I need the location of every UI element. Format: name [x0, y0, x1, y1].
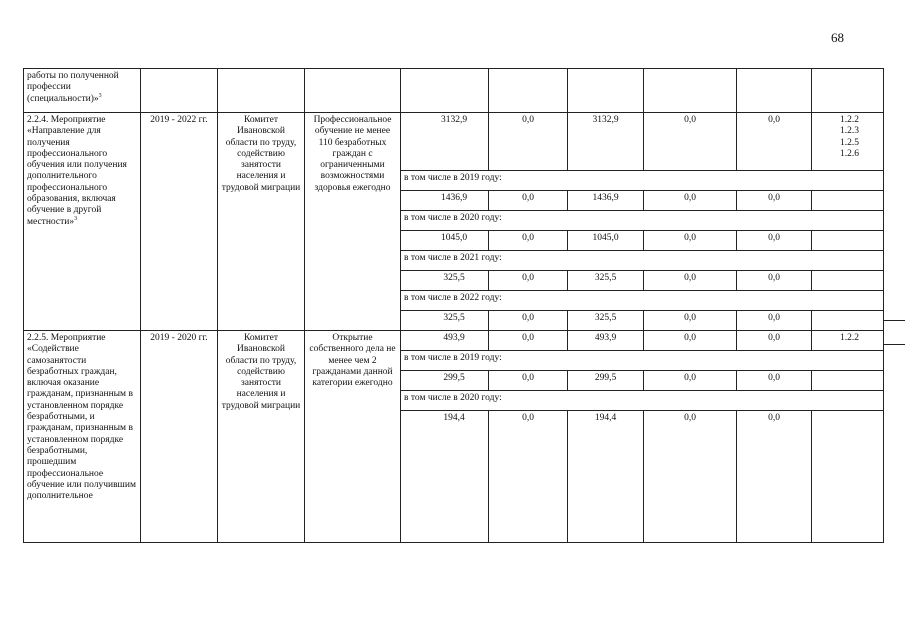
result-cell: Открытие собственного дела не менее чем 2 гражданами данной категории ежегодно — [305, 331, 401, 543]
table-row: 2.2.5. Мероприятие «Содействие самозанятости безработных граждан, включая оказание гражданам, признанным в установленном порядке безработными, и гражданам, признанным в установленном порядке безработными, прошедшим профессиональное обучение или получившим дополнительное 2019 - 2020 гг. Комитет Ивановской области по труду, содействию занятости населения и трудовой миграции Открытие собственного дела не менее чем 2 гражданами данной категории ежегодно 493,9 0,0 493,9 0,0 0,0 1.2.2 — [24, 331, 884, 351]
budget-table — [23, 68, 884, 543]
measure-name-cell: 2.2.4. Мероприятие «Направление для получения профессионального обучения или получения дополнительного профессионального образования, включая обучение в другой местности»$^3$ — [24, 113, 141, 331]
codes-cell: 1.2.2 — [812, 331, 884, 351]
table-row: 1045,0 0,0 1045,0 0,0 0,0 — [24, 231, 884, 251]
codes-cell: 1.2.2 1.2.3 1.2.5 1.2.6 — [812, 113, 884, 171]
value-cell: 0,0 — [644, 113, 737, 171]
table-row: 325,5 0,0 325,5 0,0 0,0 — [24, 271, 884, 291]
measure-name-cell: 2.2.5. Мероприятие «Содействие самозанятости безработных граждан, включая оказание гражданам, признанным в установленном порядке безработными, и гражданам, признанным в установленном порядке безработными, прошедшим профессиональное обучение или получившим дополнительное — [24, 331, 141, 543]
page-number: 68 — [831, 30, 844, 45]
executor-cell: Комитет Ивановской области по труду, содействию занятости населения и трудовой миграции — [218, 331, 305, 543]
year-label-row: в том числе в 2021 году: — [24, 251, 884, 271]
table-row: 1436,9 0,0 1436,9 0,0 0,0 — [24, 191, 884, 211]
continuation-row — [24, 69, 884, 113]
value-cell: 0,0 — [489, 113, 568, 171]
year-label-row: в том числе в 2020 году: — [24, 391, 884, 411]
measure-name-cell: работы по полученной профессии (специальности)»$^3$ — [24, 69, 141, 113]
year-label-row: в том числе в 2022 году: — [24, 291, 884, 311]
table-line-extension — [883, 344, 905, 345]
period-cell: 2019 - 2022 гг. — [141, 113, 218, 331]
executor-cell: Комитет Ивановской области по труду, содействию занятости населения и трудовой миграции — [218, 113, 305, 331]
result-cell: Профессиональное обучение не менее 110 безработных граждан с ограниченными возможностями здоровья ежегодно — [305, 113, 401, 331]
value-cell: 3132,9 — [401, 113, 489, 171]
table-line-extension — [883, 320, 905, 321]
year-label-row: в том числе в 2019 году: — [24, 351, 884, 371]
table-row: 325,5 0,0 325,5 0,0 0,0 — [24, 311, 884, 331]
year-label-row: в том числе в 2020 году: — [24, 211, 884, 231]
year-label-row: в том числе в 2019 году: — [24, 171, 884, 191]
value-cell: 3132,9 — [568, 113, 644, 171]
table-row: 299,5 0,0 299,5 0,0 0,0 — [24, 371, 884, 391]
table-row: 194,4 0,0 194,4 0,0 0,0 — [24, 411, 884, 543]
period-cell: 2019 - 2020 гг. — [141, 331, 218, 543]
table-row — [24, 113, 884, 171]
value-cell: 0,0 — [737, 113, 812, 171]
